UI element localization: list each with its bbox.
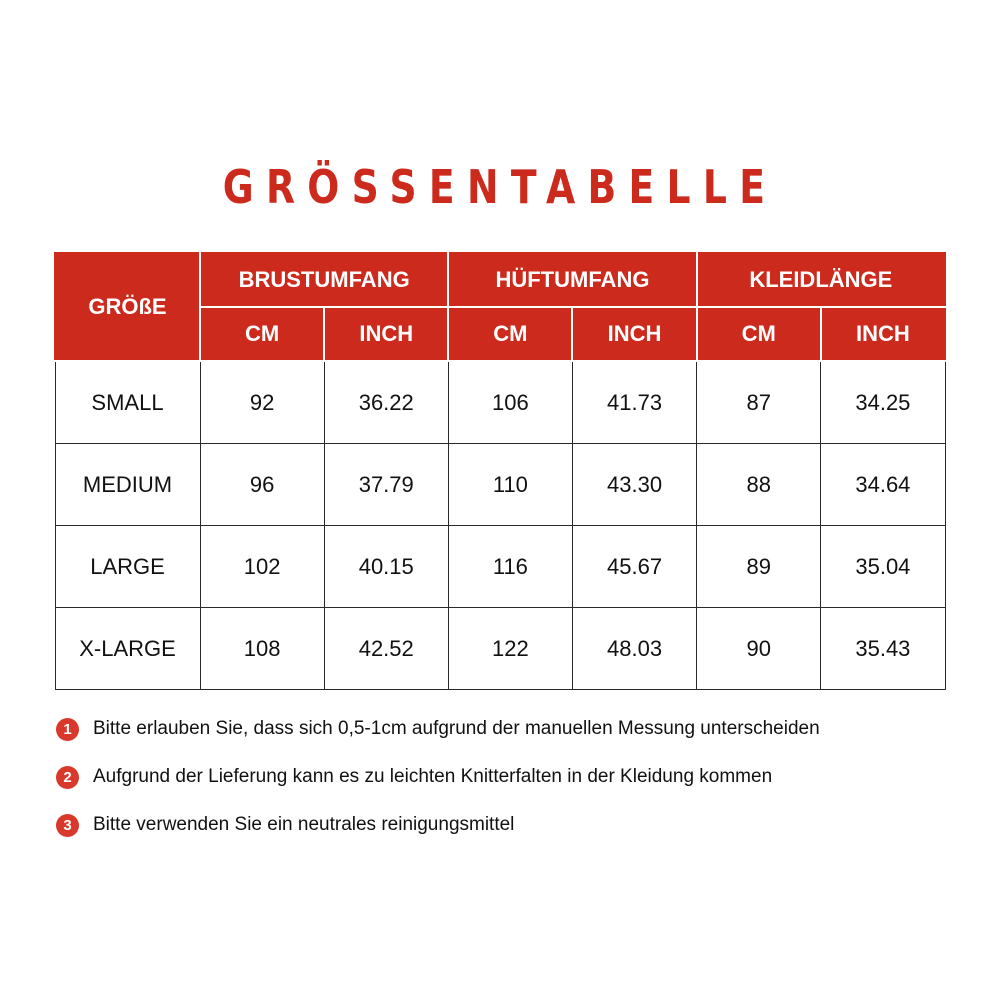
group-header-length: KLEIDLÄNGE — [697, 253, 945, 307]
unit-header: INCH — [324, 307, 448, 361]
note-item — [56, 763, 956, 791]
table-cell: 116 — [448, 526, 572, 608]
table-cell: 43.30 — [572, 444, 696, 526]
table-cell: 41.73 — [572, 361, 696, 444]
table-cell: 96 — [200, 444, 324, 526]
size-label: SMALL — [55, 361, 200, 444]
table-cell: 110 — [448, 444, 572, 526]
table-cell: 108 — [200, 608, 324, 690]
note-text: Aufgrund der Lieferung kann es zu leichten Knitterfalten in der Kleidung kommen — [93, 766, 773, 787]
table-cell: 87 — [697, 361, 821, 444]
table-cell: 37.79 — [324, 444, 448, 526]
note-text: Bitte verwenden Sie ein neutrales reinigungsmittel — [93, 814, 515, 835]
unit-header: INCH — [572, 307, 696, 361]
group-header-chest: BRUSTUMFANG — [200, 253, 448, 307]
table-cell: 89 — [697, 526, 821, 608]
unit-header: CM — [448, 307, 572, 361]
table-cell: 102 — [200, 526, 324, 608]
table-cell: 45.67 — [572, 526, 696, 608]
table-cell: 40.15 — [324, 526, 448, 608]
table-row — [55, 444, 945, 526]
table-cell: 88 — [697, 444, 821, 526]
table-cell: 48.03 — [572, 608, 696, 690]
table-cell: 42.52 — [324, 608, 448, 690]
table-row — [55, 608, 945, 690]
size-label: X-LARGE — [55, 608, 200, 690]
unit-header: CM — [200, 307, 324, 361]
size-column-header: GRÖßE — [55, 253, 200, 361]
table-row — [55, 526, 945, 608]
size-label: LARGE — [55, 526, 200, 608]
number-one-icon: 1 — [56, 718, 79, 741]
unit-header: CM — [697, 307, 821, 361]
table-cell: 122 — [448, 608, 572, 690]
note-text: Bitte erlauben Sie, dass sich 0,5-1cm aufgrund der manuellen Messung unterscheiden — [93, 718, 820, 739]
group-header-hip: HÜFTUMFANG — [448, 253, 696, 307]
notes-list — [56, 715, 956, 859]
table-cell: 35.43 — [821, 608, 945, 690]
note-item — [56, 811, 956, 839]
table-cell: 36.22 — [324, 361, 448, 444]
size-table — [54, 252, 946, 690]
table-cell: 34.25 — [821, 361, 945, 444]
number-two-icon: 2 — [56, 766, 79, 789]
unit-header: INCH — [821, 307, 945, 361]
table-cell: 34.64 — [821, 444, 945, 526]
table-row — [55, 361, 945, 444]
table-cell: 35.04 — [821, 526, 945, 608]
table-cell: 90 — [697, 608, 821, 690]
table-cell: 106 — [448, 361, 572, 444]
number-three-icon: 3 — [56, 814, 79, 837]
page-title: GRÖSSENTABELLE — [222, 160, 778, 214]
size-label: MEDIUM — [55, 444, 200, 526]
note-item — [56, 715, 956, 743]
table-cell: 92 — [200, 361, 324, 444]
